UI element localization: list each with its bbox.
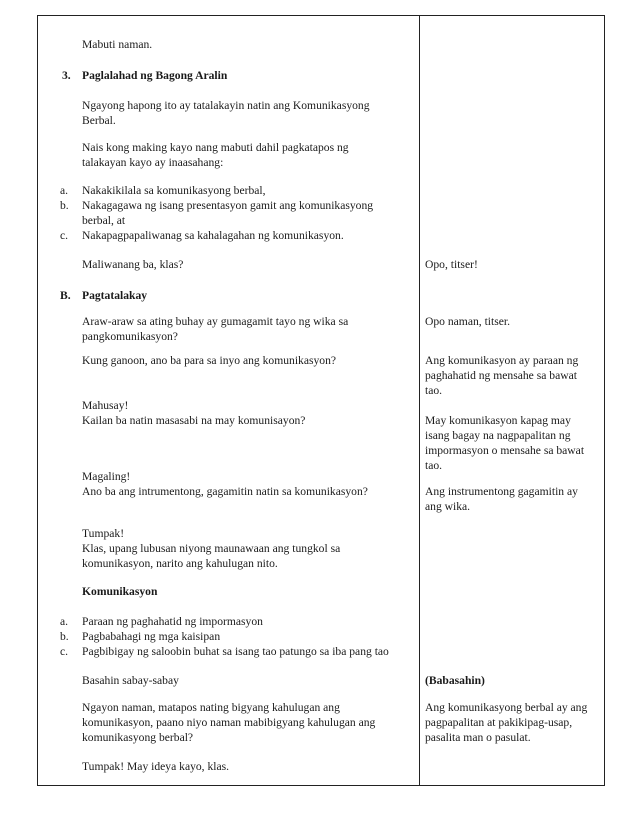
response-line: pagpapalitan at pakikipag-usap, xyxy=(425,716,573,729)
response-line: May komunikasyon kapag may xyxy=(425,414,571,427)
text-line: Magaling! xyxy=(82,470,131,483)
list-marker: b. xyxy=(60,199,69,212)
text-line: Mabuti naman. xyxy=(82,38,153,51)
text-line: Klas, upang lubusan niyong maunawaan ang tungkol sa xyxy=(82,542,341,555)
text-line: komunikasyong berbal? xyxy=(82,731,194,744)
objective-item: berbal, at xyxy=(82,214,126,227)
list-marker: c. xyxy=(60,229,69,242)
section-number: 3. xyxy=(62,69,71,82)
text-line: komunikasyon, paano niyo naman mabibigyang kahulugan ang xyxy=(82,716,376,729)
text-line: komunikasyon, narito ang kahulugan nito. xyxy=(82,557,278,570)
text-line: Kung ganoon, ano ba para sa inyo ang komunikasyon? xyxy=(82,354,337,367)
definition-item: Pagbibigay ng saloobin buhat sa isang tao patungo sa iba pang tao xyxy=(82,645,389,658)
text-line: talakayan kayo ay inaasahang: xyxy=(82,156,224,169)
response-line: Opo naman, titser. xyxy=(425,315,511,328)
response-line: impormasyon o mensahe sa bawat xyxy=(425,444,585,457)
text-line: Kailan ba natin masasabi na may komunisayon? xyxy=(82,414,306,427)
response-line: paghahatid ng mensahe sa bawat xyxy=(425,369,577,382)
response-line: isang bagay na nagpapalitan ng xyxy=(425,429,571,442)
text-line: Nais kong making kayo nang mabuti dahil pagkatapos ng xyxy=(82,141,349,154)
text-line: Araw-araw sa ating buhay ay gumagamit tayo ng wika sa xyxy=(82,315,349,328)
subsection-title: Komunikasyon xyxy=(82,585,158,598)
section-title: Pagtatalakay xyxy=(82,289,148,302)
text-line: Ano ba ang intrumentong, gagamitin natin sa komunikasyon? xyxy=(82,485,368,498)
list-marker: a. xyxy=(60,184,69,197)
response-line: tao. xyxy=(425,384,443,397)
response-line: Ang komunikasyon ay paraan ng xyxy=(425,354,579,367)
list-marker: c. xyxy=(60,645,69,658)
text-line: Maliwanang ba, klas? xyxy=(82,258,184,271)
text-line: Tumpak! May ideya kayo, klas. xyxy=(82,760,230,773)
text-line: Ngayong hapong ito ay tatalakayin natin ang Komunikasyong xyxy=(82,99,370,112)
definition-item: Pagbabahagi ng mga kaisipan xyxy=(82,630,221,643)
text-line: Mahusay! xyxy=(82,399,129,412)
text-line: Ngayon naman, matapos nating bigyang kahulugan ang xyxy=(82,701,340,714)
text-line: Tumpak! xyxy=(82,527,125,540)
response-line: ang wika. xyxy=(425,500,471,513)
section-title: Paglalahad ng Bagong Aralin xyxy=(82,69,228,82)
section-number: B. xyxy=(60,289,71,302)
list-marker: b. xyxy=(60,630,69,643)
objective-item: Nakakikilala sa komunikasyong berbal, xyxy=(82,184,266,197)
response-line: Opo, titser! xyxy=(425,258,478,271)
response-heading: (Babasahin) xyxy=(425,674,485,687)
response-line: tao. xyxy=(425,459,443,472)
objective-item: Nakagagawa ng isang presentasyon gamit ang komunikasyong xyxy=(82,199,374,212)
response-line: Ang komunikasyong berbal ay ang xyxy=(425,701,588,714)
definition-item: Paraan ng paghahatid ng impormasyon xyxy=(82,615,263,628)
response-line: pasalita man o pasulat. xyxy=(425,731,531,744)
text-line: pangkomunikasyon? xyxy=(82,330,178,343)
response-line: Ang instrumentong gagamitin ay xyxy=(425,485,578,498)
list-marker: a. xyxy=(60,615,69,628)
text-line: Basahin sabay-sabay xyxy=(82,674,179,687)
column-divider xyxy=(419,15,420,786)
text-line: Berbal. xyxy=(82,114,116,127)
objective-item: Nakapagpapaliwanag sa kahalagahan ng komunikasyon. xyxy=(82,229,344,242)
